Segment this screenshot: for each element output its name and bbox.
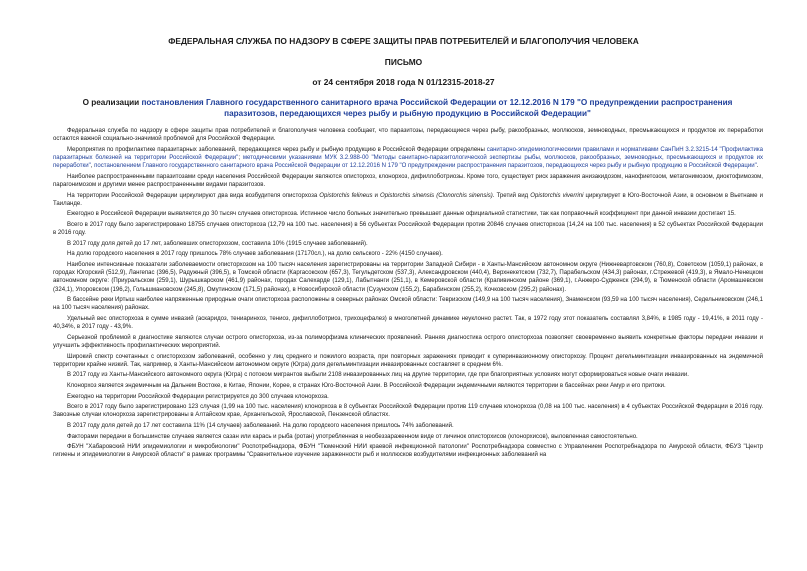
document-type: ПИСЬМО [384, 57, 423, 67]
paragraph: Федеральная служба по надзору в сфере защиты прав потребителей и благополучия человека сообщает, что паразитозы, передающиеся через рыбу, ракообразных, моллюсков, земноводных, пресмыкающихся и продуктов их переработки остаются важной социально-значимой проблемой для Российской Федерации. [53, 128, 763, 143]
paragraph: Наиболее распространенными паразитозами среди населения Российской Федерации являются описторхоз, клонорхоз, дифиллоботриозы. Кроме того, существует риск заражения анизакидозом, нанофиетозом, метагонимозом, диоктофимозом, парагонимозом и другими менее распространенными видами паразитозов. [53, 173, 763, 188]
text-fragment: . [756, 163, 759, 170]
paragraph: В бассейне реки Иртыш наиболее напряженные природные очаги описторхоза расположены в северных районах Омской области: Тевризском (149,9 на 100 тысяч населения), Знаменском (93,59 на 100 тысяч населения), Седельниковском (246,1 на 100 тысяч населения) районах. [53, 297, 763, 312]
paragraph: В 2017 году доля детей до 17 лет, заболевших описторхозом, составила 10% (1915 случаев заболеваний). [67, 240, 368, 247]
text-fragment: , [90, 163, 95, 170]
paragraph: Ежегодно в Российской Федерации выявляется до 30 тысяч случаев описторхоза. Истинное число больных значительно превышает данные официальной статистики, так как поправочный коэффициент при данной инвазии достигает 15. [67, 211, 736, 218]
agency-title: ФЕДЕРАЛЬНАЯ СЛУЖБА ПО НАДЗОРУ В СФЕРЕ ЗАЩИТЫ ПРАВ ПОТРЕБИТЕЛЕЙ И БЛАГОПОЛУЧИЯ ЧЕЛОВЕКА [168, 36, 639, 46]
paragraph: Серьезной проблемой в диагностике являются случаи острого описторхоза, из-за полиморфизма клинических проявлений. Ранняя диагностика острого описторхоза позволяет своевременно выявить конкретные факторы передачи инвазии и улучшить эффективность профилактических мероприятий. [53, 334, 763, 349]
paragraph: Удельный вес описторхоза в сумме инвазий (аскаридоз, тениаринхоз, тениоз, дифиллоботриоз, трихоцефалез) в многолетней динамике неуклонно растет. Так, в 1972 году этот показатель составлял 3,84%, в 1985 году - 19,41%, в 2011 году - 40,34%, в 2017 году - 43,9%. [53, 315, 763, 331]
text-fragment: Третий вид [494, 192, 531, 199]
paragraph: Ежегодно на территории Российской Федерации регистрируется до 300 случаев клонорхоза. [67, 393, 329, 400]
text-fragment: циркулирует в Юго-Восточной Азии, в основном в Вьетнаме и Таиланде. [53, 192, 763, 207]
muk-link[interactable]: методическими указаниями МУК 3.2.988-00 "Методы санитарно-паразитологической экспертизы рыбы, моллюсков, ракообразных, земноводных, пресмыкающихся и продуктов их переработки" [53, 155, 763, 170]
paragraph [53, 192, 763, 208]
document-subject [58, 97, 757, 119]
species-name: Opistorchis felineus [319, 192, 373, 199]
species-name: Opistorchis sinensis (Clonorchis sinensis). [380, 192, 495, 199]
paragraph: Широкий спектр сочетанных с описторхозом заболеваний, особенно у лиц среднего и пожилого возраста, при повторных заражениях приводит к суперинвазионному описторхозу. Процент дегельминтизации инвазированных на эндемичной территории крайне низкий. Так, например, в Ханты-Мансийском автономном округе (Югра) доля дегельминтизации инвазированных составляет в среднем 6%. [53, 353, 763, 368]
document-date-number: от 24 сентября 2018 года N 01/12315-2018-27 [312, 77, 495, 87]
paragraph: В 2017 году доля детей до 17 лет составила 11% (14 случаев) заболеваний. На долю городского населения пришлось 74% заболеваний. [67, 422, 454, 429]
text-fragment: На территории Российской Федерации циркулируют два вида возбудителя описторхоза [67, 192, 320, 199]
paragraph: Всего в 2017 году было зарегистрировано 123 случая (1,99 на 100 тыс. населения) клонорхоза в 8 субъектах Российской Федерации против 119 случаев клонорхоза (0,08 на 100 тыс. населения) в 4 субъектах Российской Федерации в 2016 году. Завозные случаи клонорхоза зарегистрированы в Алтайском крае, Архангельской, Ярославской, Пензенской областях. [53, 404, 763, 419]
resolution-link[interactable]: постановлением Главного государственного санитарного врача Российской Федерации от 12.12.2016 N 179 "О предупреждении распространения паразитозов, передающихся через рыбу и рыбную продукцию в Российской Федерации" [94, 163, 757, 170]
subject-link[interactable]: постановления Главного государственного санитарного врача Российской Федерации от 12.12.2016 N 179 "О предупреждении распространения паразитозов, передающихся через рыбу и рыбную продукцию в Российской Федерации" [141, 98, 733, 118]
document-body [53, 127, 763, 462]
paragraph: Всего в 2017 году было зарегистрировано 18755 случаев описторхоза (12,79 на 100 тыс. населения) в 56 субъектах Российской Федерации против 20846 случаев описторхоза (14,24 на 100 тыс. населения) в 52 субъектах Российской Федерации в 2016 году. [53, 221, 763, 237]
paragraph: Факторами передачи в большинстве случаев является сазан или карась и рыба (ротан) употребленная в необеззараженном виде от личинок описторхисов (клонорхисов), выловленная самостоятельно. [67, 433, 638, 440]
species-name: Opistorchis viverrini [530, 192, 584, 199]
paragraph: В 2017 году из Ханты-Мансийского автономного округа (Югра) с потоком мигрантов выбыли 2108 инвазированных лиц на другие территории, где при благоприятных условиях могут сформироваться новые очаги инвазии. [67, 372, 689, 379]
subject-prefix: О реализации [82, 98, 142, 107]
paragraph: На долю городского населения в 2017 году пришлось 78% случаев заболевания (17170сл.), на долю сельского - 22% (4150 случаев). [67, 251, 443, 258]
paragraph [53, 146, 763, 171]
paragraph: Клонорхоз является эндемичным на Дальнем Востоке, в Китае, Японии, Корее, в странах Юго-Восточной Азии. В Российской Федерации эндемичными являются территории в бассейнах реки Амур и его притоки. [67, 382, 666, 389]
text-fragment: ; [238, 155, 243, 161]
text-fragment: и [372, 192, 381, 199]
paragraph: Наиболее интенсивные показатели заболеваемости описторхозом на 100 тысяч населения зарегистрированы на территории Западной Сибири - в Ханты-Мансийском автономном округе (Нижневартовском (760,8), Советском (1059,1) районах, в городах Югорский (512,9), Лангепас (396,5), Радужный (396,5), в Томской области (Каргасокском (657,3), Тегульдетском (537,3), Александровском (440,4), Верхнекетском (732,7), Парабельском (434,3) районах, г.Стрежевой (419,3), в Ямало-Ненецком автономном округе: (Приуральском (259,1), Шурышкарском (461,9) районах, городах Салехарде (129,1), Лабытнанги (251,1), в Кемеровской области (Крапивинском районе (369,1), г.Анжеро-Судженск (294,9), в Тюменской области (Аромашевском (324,1), Упоровском (196,2), Голышмановском (245,8), Омутинском (171,5) районах), в Новосибирской области (Сузунском (155,2), Барабинском (255,2), Кочковском (295,2) районах). [53, 261, 763, 293]
paragraph: ФБУН "Хабаровский НИИ эпидемиологии и микробиологии" Роспотребнадзора, ФБУН "Тюменский НИИ краевой инфекционной патологии" Роспотребнадзора совместно с Управлением Роспотребнадзора по Амурской области, ФБУЗ "Центр гигиены и эпидемиологии в Амурской области" в рамках программы "Сравнительное изучение зараженности рыб и моллюсков возбудителями инфекционных заболеваний на [53, 444, 763, 459]
text-fragment: Мероприятия по профилактике паразитарных заболеваний, передающихся через рыбу и рыбную продукцию в Российской Федерации определены [67, 146, 487, 153]
sanpin-link[interactable]: санитарно-эпидемиологическими правилами и нормативами СанПиН 3.2.3215-14 "Профилактика паразитарных болезней на территории Российской Федерации" [53, 146, 763, 161]
